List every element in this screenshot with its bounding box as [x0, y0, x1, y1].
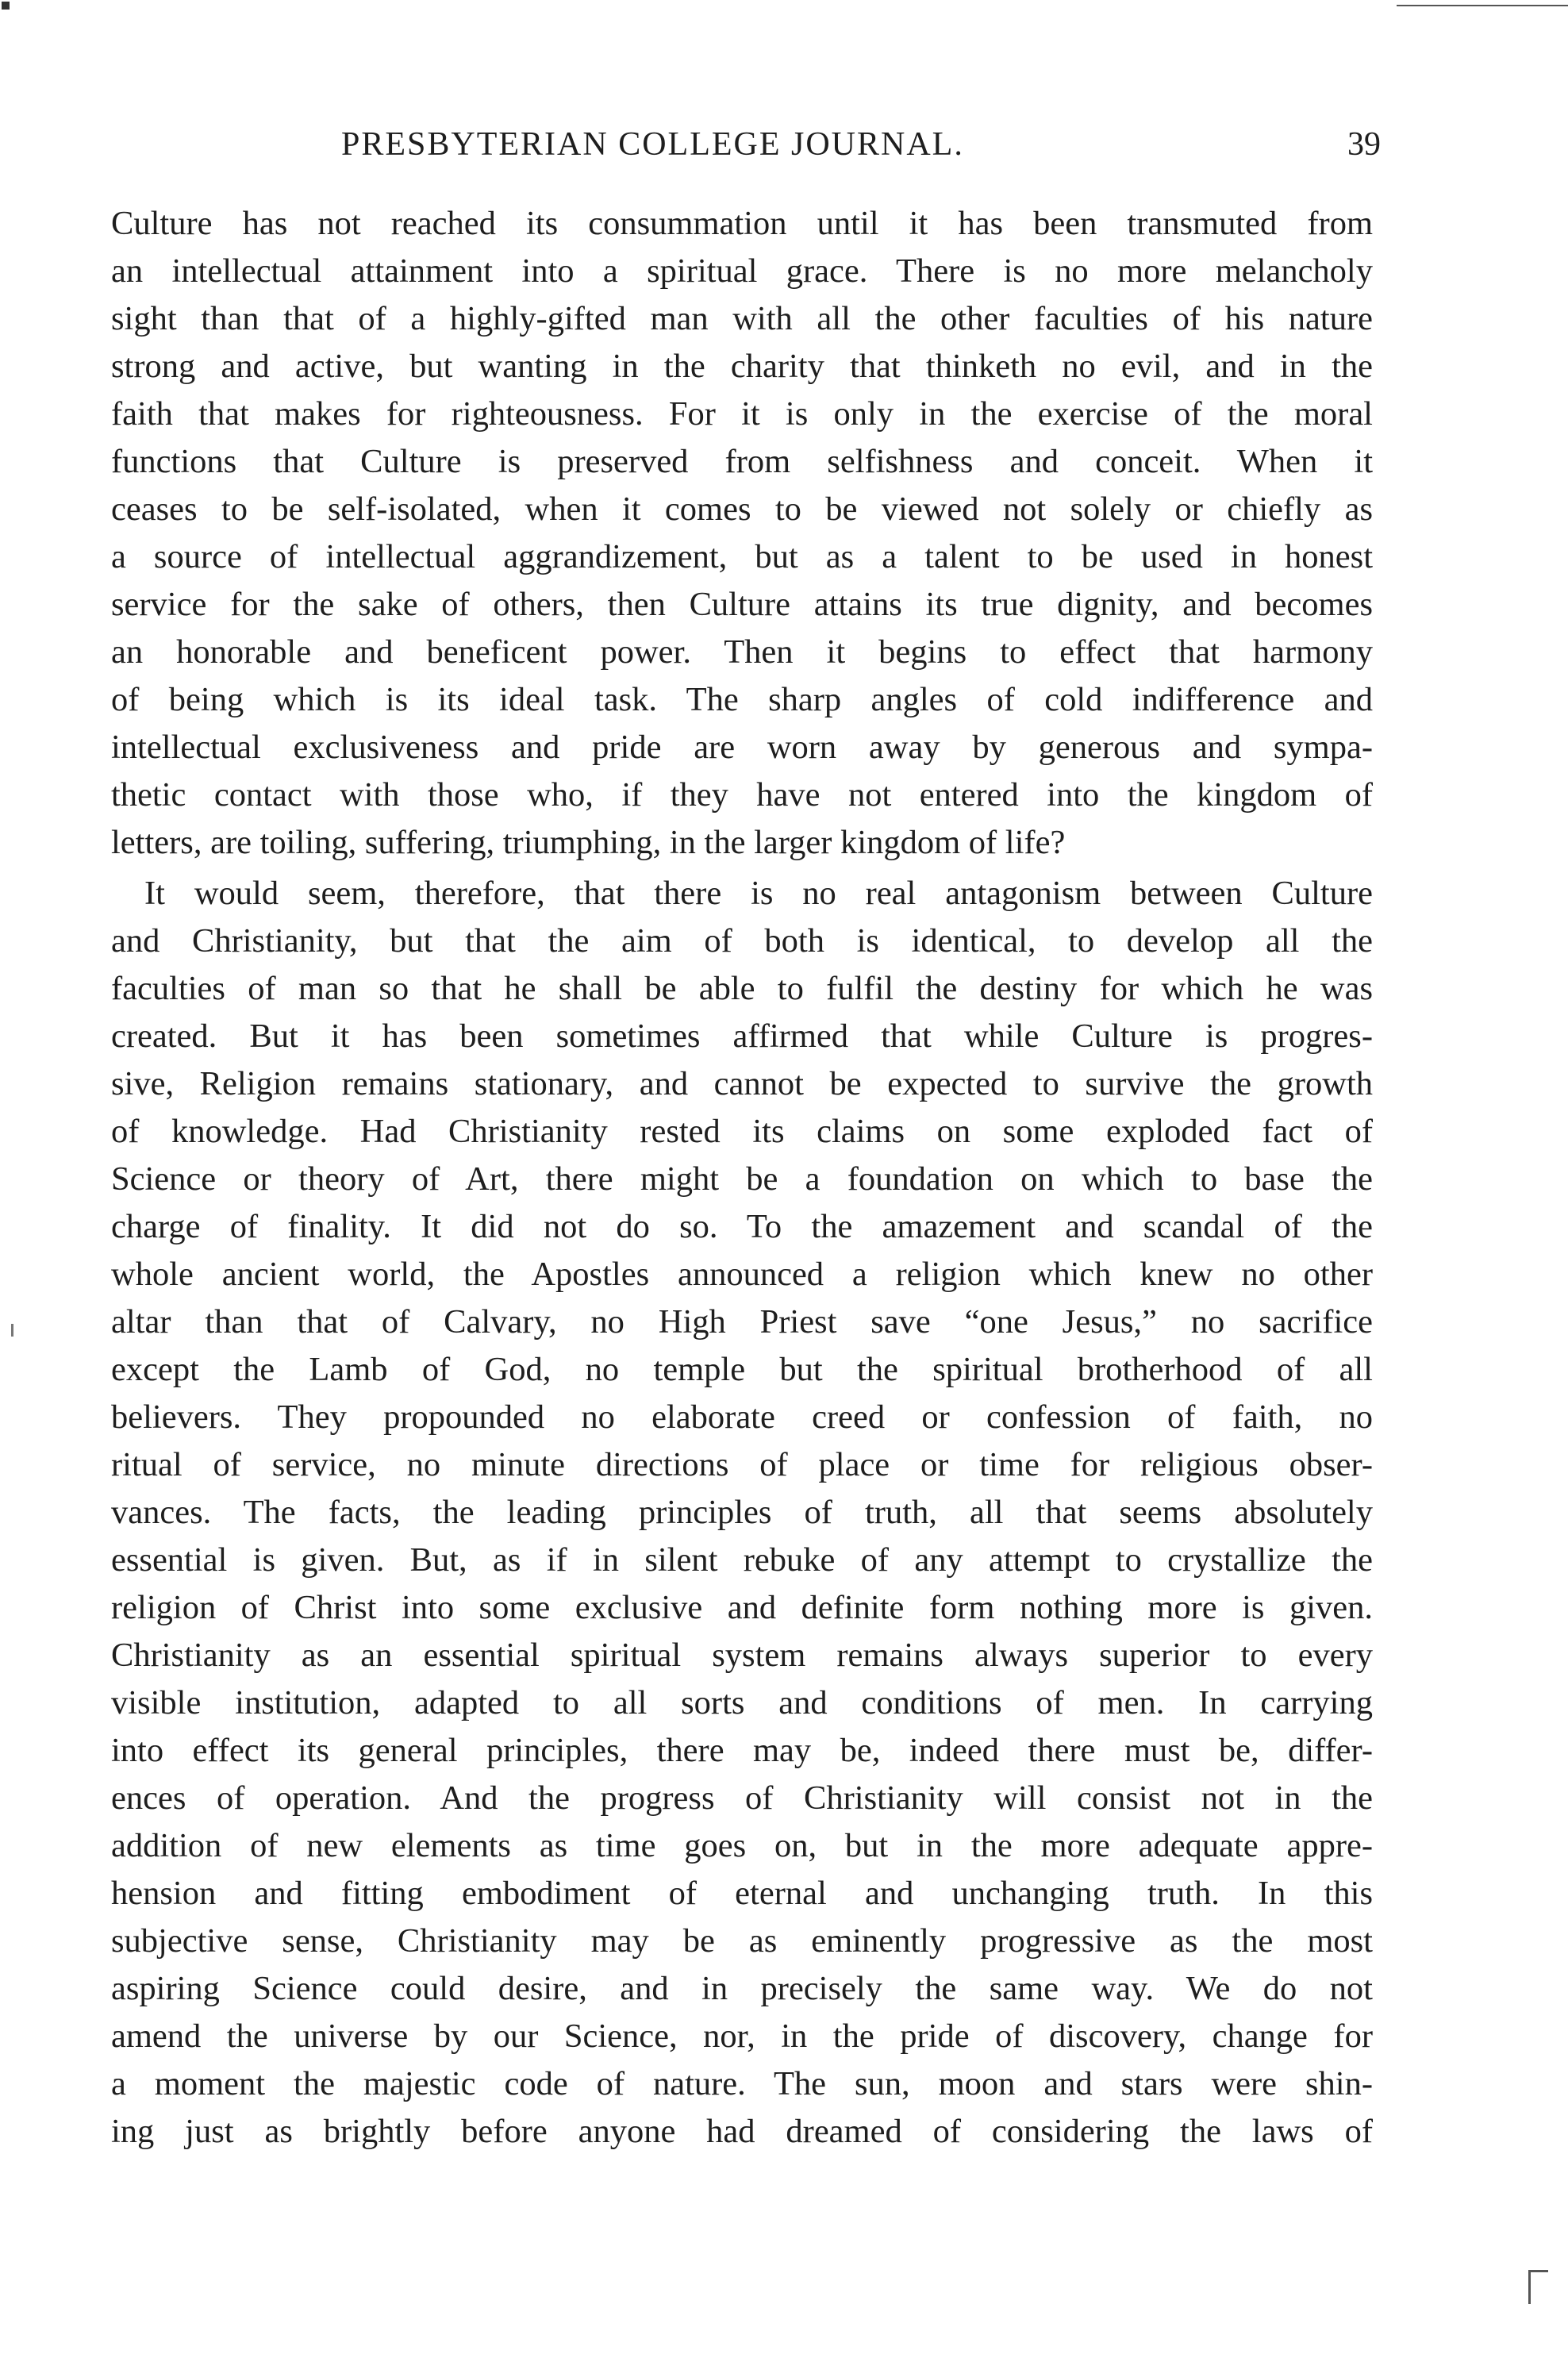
text-line: sive, Religion remains stationary, and cannot be expected to survive the growth [111, 1065, 1373, 1102]
text-line: ing just as brightly before anyone had dreamed of considering the laws of [111, 2113, 1373, 2150]
text-line: ritual of service, no minute directions of place or time for religious obser- [111, 1446, 1373, 1483]
text-line: essential is given. But, as if in silent rebuke of any attempt to crystallize the [111, 1541, 1373, 1579]
text-line: aspiring Science could desire, and in precisely the same way. We do not [111, 1970, 1373, 2007]
text-line: a source of intellectual aggrandizement, but as a talent to be used in honest [111, 538, 1373, 575]
body-text [111, 200, 1373, 2156]
text-line: charge of finality. It did not do so. To the amazement and scandal of the [111, 1208, 1373, 1245]
text-line: Science or theory of Art, there might be a foundation on which to base the [111, 1160, 1373, 1198]
text-line: subjective sense, Christianity may be as eminently progressive as the most [111, 1922, 1373, 1960]
text-line: faith that makes for righteousness. For it is only in the exercise of the moral [111, 395, 1373, 433]
text-line: vances. The facts, the leading principles of truth, all that seems absolutely [111, 1494, 1373, 1531]
paragraph-christianity [111, 870, 1373, 2156]
text-line: hension and fitting embodiment of eternal and unchanging truth. In this [111, 1875, 1373, 1912]
text-line: ences of operation. And the progress of Christianity will consist not in the [111, 1779, 1373, 1817]
text-line: Christianity as an essential spiritual system remains always superior to every [111, 1637, 1373, 1674]
text-line: functions that Culture is preserved from selfishness and conceit. When it [111, 443, 1373, 480]
text-line: altar than that of Calvary, no High Priest save “one Jesus,” no sacrifice [111, 1303, 1373, 1341]
text-line: letters, are toiling, suffering, triumphing, in the larger kingdom of life? [111, 824, 1066, 861]
text-line: thetic contact with those who, if they have not entered into the kingdom of [111, 776, 1373, 814]
text-line: a moment the majestic code of nature. The sun, moon and stars were shin- [111, 2065, 1373, 2102]
text-line: intellectual exclusiveness and pride are worn away by generous and sympa- [111, 729, 1373, 766]
text-line: sight than that of a highly-gifted man with all the other faculties of his nature [111, 300, 1373, 337]
page-header [111, 125, 1381, 173]
text-line: an intellectual attainment into a spiritual grace. There is no more melancholy [111, 252, 1373, 290]
paragraph-culture [111, 200, 1373, 867]
text-line: religion of Christ into some exclusive and definite form nothing more is given. [111, 1589, 1373, 1626]
text-line: amend the universe by our Science, nor, in the pride of discovery, change for [111, 2018, 1373, 2055]
text-line: faculties of man so that he shall be able to fulfil the destiny for which he was [111, 970, 1373, 1007]
page-number: 39 [1347, 126, 1381, 163]
text-line: created. But it has been sometimes affirmed that while Culture is progres- [111, 1017, 1373, 1055]
text-line: whole ancient world, the Apostles announced a religion which knew no other [111, 1256, 1373, 1293]
text-line: ceases to be self-isolated, when it comes to be viewed not solely or chiefly as [111, 490, 1373, 528]
text-line: visible institution, adapted to all sorts and conditions of men. In carrying [111, 1684, 1373, 1721]
text-line: It would seem, therefore, that there is no real antagonism between Culture [144, 875, 1373, 912]
scan-corner-mark [2, 2, 10, 10]
scan-margin-mark [11, 1324, 13, 1337]
running-title: PRESBYTERIAN COLLEGE JOURNAL. [341, 126, 964, 163]
text-line: of knowledge. Had Christianity rested its claims on some exploded fact of [111, 1113, 1373, 1150]
text-line: and Christianity, but that the aim of both is identical, to develop all the [111, 922, 1373, 960]
text-line: addition of new elements as time goes on, but in the more adequate appre- [111, 1827, 1373, 1864]
text-line: believers. They propounded no elaborate creed or confession of faith, no [111, 1398, 1373, 1436]
text-line: strong and active, but wanting in the charity that thinketh no evil, and in the [111, 348, 1373, 385]
text-line: service for the sake of others, then Culture attains its true dignity, and becomes [111, 586, 1373, 623]
scan-top-rule [1397, 5, 1568, 6]
text-line: of being which is its ideal task. The sharp angles of cold indifference and [111, 681, 1373, 718]
text-line: into effect its general principles, there may be, indeed there must be, differ- [111, 1732, 1373, 1769]
text-line: Culture has not reached its consummation until it has been transmuted from [111, 205, 1373, 242]
scan-crop-mark [1528, 2270, 1548, 2304]
text-line: an honorable and beneficent power. Then it begins to effect that harmony [111, 633, 1373, 671]
text-line: except the Lamb of God, no temple but the spiritual brotherhood of all [111, 1351, 1373, 1388]
